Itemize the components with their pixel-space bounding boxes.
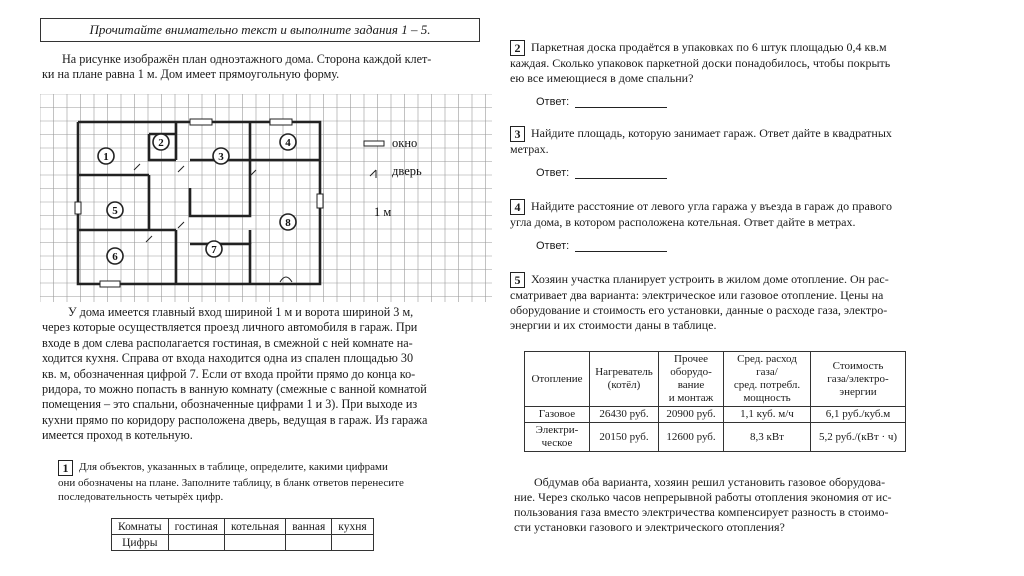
room-number: 5 [112,205,118,217]
task-number: 2 [510,40,525,56]
description-line: помещения – это спальни, обозначенные цифрами 1 и 3). При выходе из [42,397,418,412]
task-3 [510,126,926,179]
followup-line: пользования газа вместо электричества компенсирует разность в стоимо- [514,505,889,519]
table-cell: 26430 руб. [590,407,659,423]
door-legend-icon [370,170,376,178]
table-header-cell: гостиная [168,519,224,535]
description-line: кухни прямо по коридору расположена дверь, ведущая в гараж. Из гаража [42,412,428,427]
table-cell: 20900 руб. [659,407,724,423]
answer-cell[interactable] [168,535,224,551]
task-line: ею все имеющиеся в доме спальни? [510,71,694,85]
answer-label: Ответ: [536,240,570,252]
task-number: 1 [58,460,73,476]
table-header-row [525,352,906,407]
room-number: 3 [218,151,224,163]
task-line: Паркетная доска продаётся в упаковках по 6 штук площадью 0,4 кв.м [531,40,887,54]
followup-line: ние. Через сколько часов непрерывной работы отопления экономия от ис- [514,490,892,504]
description-line: ридора, то можно попасть в ванную комнату (смежные с ванной комнатой [42,382,427,397]
task-4 [510,199,926,252]
table-header-cell: ванная [286,519,332,535]
description-line: имеется проход в котельную. [42,428,193,443]
description-line: кв. м, обозначенная цифрой 7. Если от входа пройти прямо до конца ко- [42,366,416,381]
table-row-label: Цифры [112,535,169,551]
task-line: Найдите расстояние от левого угла гаража у въезда в гараж до правого [531,199,893,213]
room-number: 8 [285,217,291,229]
table-cell: 12600 руб. [659,423,724,452]
room-number: 6 [112,251,118,263]
task-line: они обозначены на плане. Заполните таблицу, в бланк ответов перенесите [58,477,404,489]
task-5-followup [514,475,926,535]
task-line: энергии и их стоимости даны в таблице. [510,318,717,332]
task-number: 5 [510,272,525,288]
task-number: 3 [510,126,525,142]
table-header-cell: кухня [332,519,373,535]
description-line: У дома имеется главный вход шириной 1 м и ворота шириной 3 м, [68,305,414,319]
room-number: 1 [103,151,109,163]
answer-field[interactable] [575,241,667,252]
header-cell: Стоимость газа/электро- энергии [811,352,906,407]
task-line: Для объектов, указанных в таблице, определите, какими цифрами [79,461,388,473]
answer-label: Ответ: [536,167,570,179]
task-line: Найдите площадь, которую занимает гараж. Ответ дайте в квадратных [531,126,892,140]
followup-line: сти установки газового и электрического отопления? [514,520,785,534]
house-description [42,305,478,444]
heating-table [524,351,906,452]
table-row [525,423,906,452]
task-5 [510,272,926,333]
plan-grid [40,94,492,302]
task-line: метрах. [510,142,549,156]
answer-cell[interactable] [332,535,373,551]
table-header-cell: Комнаты [112,519,169,535]
header-cell: Прочее оборудо- вание и монтаж [659,352,724,407]
table-cell: 6,1 руб./куб.м [811,407,906,423]
task-line: угла дома, в котором расположена котельная. Ответ дайте в метрах. [510,215,856,229]
description-line: через которые осуществляется проезд личного автомобиля в гараж. При [42,320,418,335]
intro-line: ки на плане равна 1 м. Дом имеет прямоугольную форму. [42,67,340,82]
answer-field[interactable] [575,168,667,179]
intro-line: На рисунке изображён план одноэтажного дома. Сторона каждой клет- [62,52,432,66]
description-line: ходится кухня. Справа от входа находится одна из спален площадью 30 [42,351,414,366]
header-cell: Сред. расход газа/ сред. потребл. мощность [724,352,811,407]
room-number: 2 [158,137,164,149]
task-line: каждая. Сколько упаковок паркетной доски понадобилось, чтобы покрыть [510,56,891,70]
task-line: сматривает два варианта: электрическое или газовое отопление. Цены на [510,288,884,302]
answer-field[interactable] [575,97,667,108]
table-cell: Газовое [525,407,590,423]
window-legend-icon [364,141,384,146]
intro-text [42,52,478,83]
table-header-cell: котельная [224,519,285,535]
room-number: 7 [211,244,217,256]
task-2 [510,40,926,108]
scale-label: 1 м [374,205,392,219]
table-row [525,407,906,423]
rooms-answer-table [111,518,374,551]
door-marks [134,164,292,282]
task-line: оборудование и стоимость его установки, данные о расходе газа, электро- [510,303,888,317]
house-plan [40,94,492,302]
answer-label: Ответ: [536,96,570,108]
room-number: 4 [285,137,291,149]
window-legend-label: окно [392,136,418,150]
header-cell: Нагреватель (котёл) [590,352,659,407]
instruction-header: Прочитайте внимательно текст и выполните задания 1 – 5. [40,18,480,42]
answer-cell[interactable] [286,535,332,551]
task-1 [58,460,468,504]
table-cell: Электри- ческое [525,423,590,452]
header-cell: Отопление [525,352,590,407]
task-line: Хозяин участка планирует устроить в жилом доме отопление. Он рас- [531,272,889,286]
description-line: входе в дом слева располагается гостиная, в смежной с ней комнате на- [42,335,413,350]
task-number: 4 [510,199,525,215]
door-legend-label: дверь [392,164,422,178]
table-cell: 1,1 куб. м/ч [724,407,811,423]
table-cell: 20150 руб. [590,423,659,452]
table-cell: 5,2 руб./(кВт · ч) [811,423,906,452]
table-cell: 8,3 кВт [724,423,811,452]
followup-line: Обдумав оба варианта, хозяин решил установить газовое оборудова- [534,475,886,489]
task-line: последовательность четырёх цифр. [58,491,224,503]
answer-cell[interactable] [224,535,285,551]
